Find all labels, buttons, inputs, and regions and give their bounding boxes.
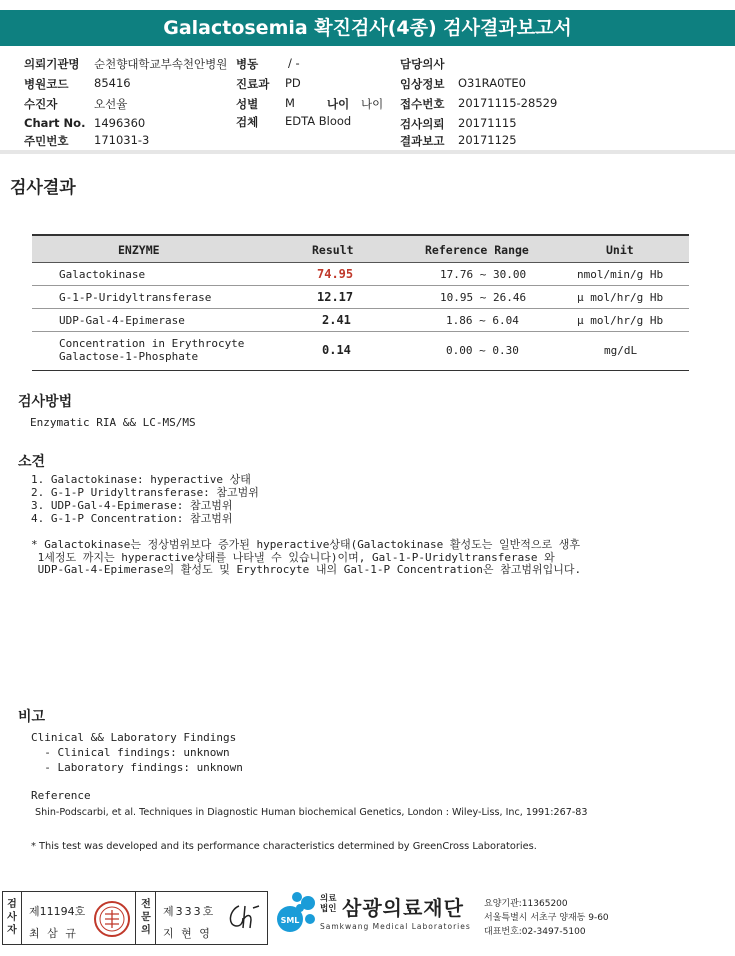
report-date-value: 20171125 <box>458 133 517 147</box>
resident-no-value: 171031-3 <box>94 133 150 147</box>
finding-item: 3. UDP-Gal-4-Epimerase: 참고범위 <box>31 499 233 512</box>
institution-value: 순천향대학교부속천안병원 <box>94 57 228 71</box>
remarks-line: Clinical && Laboratory Findings <box>31 731 237 744</box>
patient-label: 수진자 <box>24 97 58 111</box>
header-enzyme: ENZYME <box>118 243 160 257</box>
method-text: Enzymatic RIA && LC-MS/MS <box>30 416 196 429</box>
inspector-label: 검사자 <box>7 899 17 936</box>
table-bottom-rule <box>32 370 689 371</box>
hospital-code-label: 병원코드 <box>24 77 69 91</box>
specimen-label: 검체 <box>236 115 259 129</box>
receipt-no-value: 20171115-28529 <box>458 96 558 110</box>
row-range: 17.76 ~ 30.00 <box>440 268 527 281</box>
chart-no-value: 1496360 <box>94 116 146 130</box>
inspector-name: 최 삼 규 <box>29 927 78 940</box>
age-value: 나이 <box>361 97 384 111</box>
age-label: 나이 <box>327 97 350 111</box>
phone: 대표번호:02-3497-5100 <box>484 927 586 937</box>
divider <box>0 150 735 154</box>
finding-item: 2. G-1-P Uridyltransferase: 참고범위 <box>31 486 259 499</box>
row-result: 12.17 <box>317 290 354 304</box>
row-unit: μ mol/hr/g Hb <box>577 314 664 327</box>
findings-note: * Galactokinase는 정상범위보다 증가된 hyperactive상태(Galactokinase 활성도는 일반적으로 생후 1세정도 까지는 hyperactive상태를 나타낼 수 있습니다)이며, Gal-1-P-Uridyltransferase 와 UDP-Gal-4-Epimerase의 활성도 및 Erythrocyte 내의 Gal-1-P Concentration은 참고범위입니다. <box>31 538 582 576</box>
row-range: 10.95 ~ 26.46 <box>440 291 527 304</box>
header-range: Reference Range <box>425 243 529 257</box>
row-range: 0.00 ~ 0.30 <box>446 344 519 357</box>
row-unit: nmol/min/g Hb <box>577 268 664 281</box>
remarks-line: - Laboratory findings: unknown <box>31 761 243 774</box>
row-enzyme: G-1-P-Uridyltransferase <box>59 291 212 304</box>
findings-heading: 소견 <box>18 454 46 470</box>
corp-type: 의료법인 <box>320 894 337 914</box>
header-result: Result <box>312 243 354 257</box>
row-enzyme: UDP-Gal-4-Epimerase <box>59 314 185 327</box>
finding-item: 1. Galactokinase: hyperactive 상태 <box>31 473 251 486</box>
method-heading: 검사방법 <box>18 394 73 410</box>
foundation-en: Samkwang Medical Laboratories <box>320 922 471 931</box>
specialist-label: 전문의 <box>141 899 151 936</box>
sex-label: 성별 <box>236 97 259 111</box>
institution-code: 요양기관:11365200 <box>484 899 568 909</box>
address: 서울특별시 서초구 양재동 9-60 <box>484 913 609 923</box>
ward-label: 병동 <box>236 57 259 71</box>
signature-box <box>2 891 268 945</box>
finding-item: 4. G-1-P Concentration: 참고범위 <box>31 512 233 525</box>
inspector-license-no: 제11194호 <box>29 905 86 918</box>
results-heading: 검사결과 <box>10 178 76 198</box>
request-date-value: 20171115 <box>458 116 517 130</box>
sml-logo-text: SML <box>280 916 300 925</box>
row-result: 0.14 <box>322 343 351 357</box>
receipt-no-label: 접수번호 <box>400 97 445 111</box>
reference-text: Shin-Podscarbi, et al. Techniques in Diagnostic Human biochemical Genetics, London : Wiley-Liss, Inc, 1991:267-83 <box>35 807 588 818</box>
row-enzyme: Concentration in Erythrocyte <box>59 337 245 350</box>
row-result: 2.41 <box>322 313 351 327</box>
remarks-line: - Clinical findings: unknown <box>31 746 230 759</box>
clinical-label: 임상정보 <box>400 77 445 91</box>
specialist-license-no: 제333호 <box>163 905 216 918</box>
row-range: 1.86 ~ 6.04 <box>446 314 519 327</box>
remarks-heading: 비고 <box>18 709 46 725</box>
table-row <box>32 286 689 309</box>
clinical-value: O31RA0TE0 <box>458 76 527 90</box>
request-date-label: 검사의뢰 <box>400 117 445 131</box>
report-title: Galactosemia 확진검사(4종) 검사결과보고서 <box>0 10 735 46</box>
hospital-code-value: 85416 <box>94 76 131 90</box>
row-enzyme: Galactokinase <box>59 268 146 281</box>
row-unit: mg/dL <box>604 344 638 357</box>
sex-value: M <box>285 96 295 110</box>
report-date-label: 결과보고 <box>400 134 445 148</box>
table-header <box>32 234 689 263</box>
department-value: PD <box>285 76 301 90</box>
ward-value: / - <box>288 56 300 70</box>
seal-stamp-icon <box>93 900 131 938</box>
reference-label: Reference <box>31 789 91 802</box>
sml-logo-icon <box>270 891 316 941</box>
chart-no-label: Chart No. <box>24 116 86 130</box>
table-row <box>32 309 689 332</box>
specialist-name: 지 현 영 <box>163 927 212 940</box>
row-result: 74.95 <box>317 267 354 281</box>
doctor-label: 담당의사 <box>400 57 445 71</box>
disclaimer: * This test was developed and its performance characteristics determined by GreenCross Laboratories. <box>31 841 537 852</box>
row-unit: μ mol/hr/g Hb <box>577 291 664 304</box>
footer <box>0 888 735 948</box>
header-unit: Unit <box>606 243 634 257</box>
row-enzyme-line2: Galactose-1-Phosphate <box>59 350 199 363</box>
patient-value: 오선율 <box>94 97 128 111</box>
table-row <box>32 332 689 370</box>
table-row <box>32 263 689 286</box>
signature-icon <box>225 902 261 932</box>
foundation-name: 삼광의료재단 <box>342 896 464 920</box>
institution-label: 의뢰기관명 <box>24 57 80 71</box>
department-label: 진료과 <box>236 77 270 91</box>
resident-no-label: 주민번호 <box>24 134 69 148</box>
specimen-value: EDTA Blood <box>285 114 352 128</box>
